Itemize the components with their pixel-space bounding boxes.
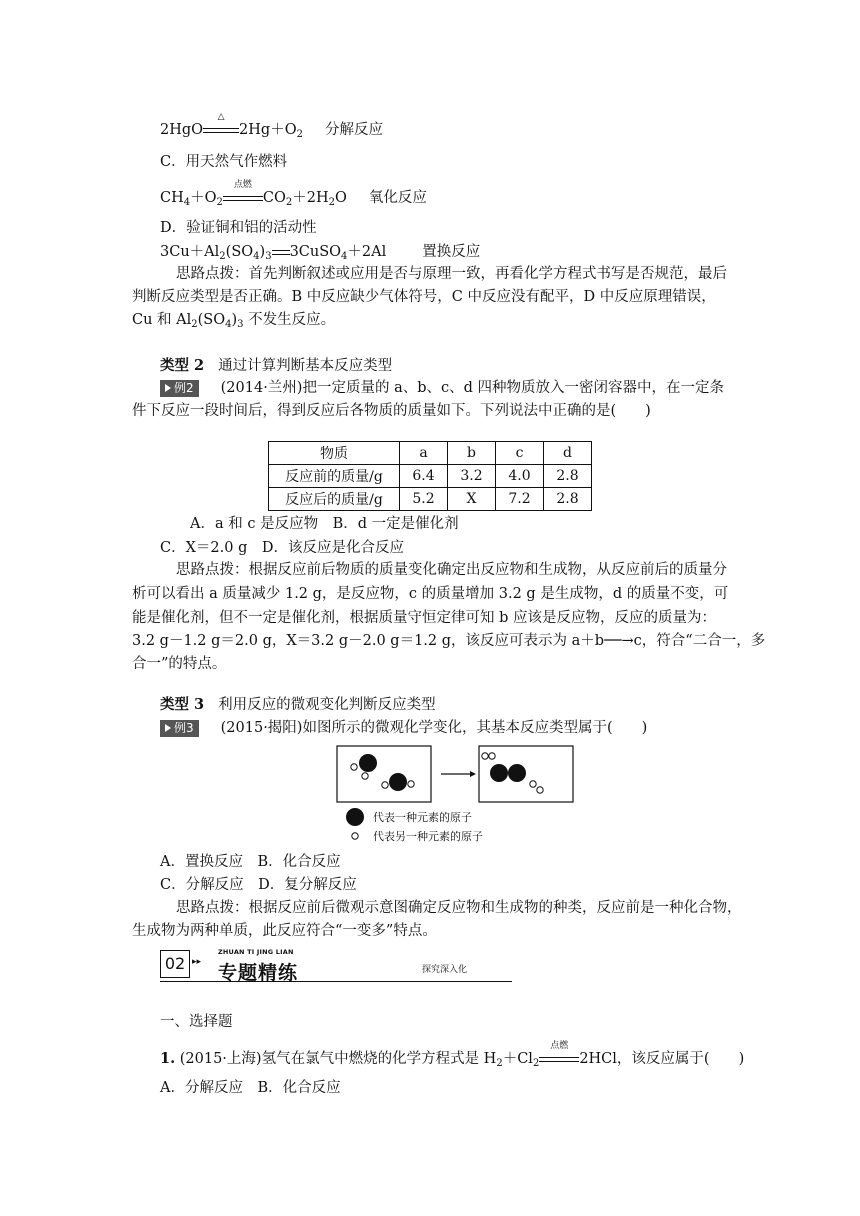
- question-1-options: A．分解反应 B．化合反应: [160, 1080, 341, 1096]
- section-heading: 一、选择题: [160, 1014, 233, 1030]
- option-c: C．用天然气作燃料: [160, 154, 288, 170]
- type3-heading: 类型 3 利用反应的微观变化判断反应类型: [160, 696, 436, 713]
- mass-table: [268, 441, 592, 511]
- hint1-line3: Cu 和 $Al_2(SO_4)_3$ 不发生反应。: [132, 312, 336, 330]
- equation-d: $3Cu+Al_2(SO_4)_3$ 3CuSO$_4$＋2Al 置换反应: [160, 244, 481, 262]
- section-banner: [160, 948, 512, 982]
- table-cell: b: [448, 442, 496, 465]
- table-cell: a: [400, 442, 448, 465]
- table-cell: 3.2: [448, 465, 496, 488]
- arrow-head: [470, 771, 476, 777]
- section-title: 专题精练: [218, 962, 299, 984]
- example3-line1: 例3 (2015·揭阳)如图所示的微观化学变化，其基本反应类型属于( ): [160, 718, 647, 738]
- option-d: D．验证铜和铝的活动性: [160, 220, 317, 236]
- hint3-line1: 思路点拨：根据反应前后微观示意图确定反应物和生成物的种类，反应前是一种化合物，: [176, 900, 742, 916]
- play-icon: [165, 384, 171, 392]
- play-icon: [165, 724, 171, 732]
- type2-heading: 类型 2 通过计算判断基本反应类型: [160, 357, 393, 374]
- table-cell: 物质: [269, 442, 400, 465]
- hint1-line1: 思路点拨：首先判断叙述或应用是否与原理一致，再看化学方程式书写是否规范，最后: [176, 266, 727, 282]
- table-cell: 反应后的质量/g: [269, 488, 400, 511]
- reactant-molecule-2: [382, 773, 414, 791]
- section-number: 02: [160, 950, 190, 978]
- table-cell: 4.0: [496, 465, 544, 488]
- product-molecule-white-2: [530, 781, 543, 793]
- hint3-line2: 生成物为两种单质，此反应符合“一变多”特点。: [132, 923, 437, 939]
- section-subtitle: 探究深入化: [422, 965, 468, 975]
- table-row: [269, 465, 592, 488]
- question-1: 1. (2015·上海)氢气在氯气中燃烧的化学方程式是 $H_2+Cl_2$ 点燃 2HCl，该反应属于( ): [160, 1041, 745, 1069]
- hint2-line3: 能是催化剂，但不一定是催化剂，根据质量守恒定律可知 b 应该是反应物，反应的质量为：: [132, 610, 716, 626]
- product-molecule-black: [490, 764, 526, 782]
- legend-black-atom: [346, 808, 364, 826]
- table-cell: X: [448, 488, 496, 511]
- table-cell: 2.8: [544, 488, 592, 511]
- example3-options-1: A．置换反应 B．化合反应: [160, 854, 341, 870]
- table-cell: 5.2: [400, 488, 448, 511]
- example2-line1: 例2 (2014·兰州)把一定质量的 a、b、c、d 四种物质放入一密闭容器中，在一定条: [160, 378, 724, 398]
- table-cell: 反应前的质量/g: [269, 465, 400, 488]
- example3-tag: 例3: [160, 720, 199, 737]
- reactant-box: [337, 746, 431, 802]
- table-cell: d: [544, 442, 592, 465]
- double-arrow-icon: ▸▸: [192, 957, 202, 967]
- example2-options-2: C．X＝2.0 g D．该反应是化合反应: [160, 540, 404, 556]
- section-pinyin: ZHUAN TI JING LIAN: [218, 948, 294, 956]
- table-cell: 6.4: [400, 465, 448, 488]
- example2-line2: 件下反应一段时间后，得到反应后各物质的质量如下。下列说法中正确的是( ): [132, 403, 651, 419]
- example3-options-2: C．分解反应 D．复分解反应: [160, 877, 357, 893]
- example2-tag: 例2: [160, 380, 199, 397]
- example2-options-1: A．a 和 c 是反应物 B．d 一定是催化剂: [190, 516, 459, 532]
- equation-b: 2HgO △ $2Hg+O_2$ 分解反应: [160, 112, 383, 140]
- hint2-line2: 析可以看出 a 质量减少 1.2 g，是反应物，c 的质量增加 3.2 g 是生成物，d 的质量不变，可: [132, 586, 729, 602]
- hint1-line2: 判断反应类型是否正确。B 中反应缺少气体符号，C 中反应没有配平，D 中反应原理错误，: [132, 289, 716, 305]
- table-cell: c: [496, 442, 544, 465]
- equation-c: $CH_4+O_2$ 点燃 $CO_2+2H_2O$ 氧化反应: [160, 180, 427, 208]
- product-molecule-white-1: [482, 753, 495, 759]
- legend-white-atom: [352, 833, 358, 839]
- legend-black-label: 代表一种元素的原子: [373, 811, 472, 824]
- legend-white-label: 代表另一种元素的原子: [373, 830, 483, 843]
- reactant-molecule-1: [351, 754, 377, 779]
- table-row: [269, 488, 592, 511]
- table-cell: 7.2: [496, 488, 544, 511]
- table-cell: 2.8: [544, 465, 592, 488]
- hint2-line5: 合一”的特点。: [132, 656, 227, 672]
- hint2-line4: 3.2 g－1.2 g＝2.0 g，X＝3.2 g－2.0 g＝1.2 g，该反应可表示为 a＋b──→c，符合“二合一，多: [132, 633, 766, 649]
- table-header-row: [269, 442, 592, 465]
- hint2-line1: 思路点拨：根据反应前后物质的质量变化确定出反应物和生成物，从反应前后的质量分: [176, 562, 727, 578]
